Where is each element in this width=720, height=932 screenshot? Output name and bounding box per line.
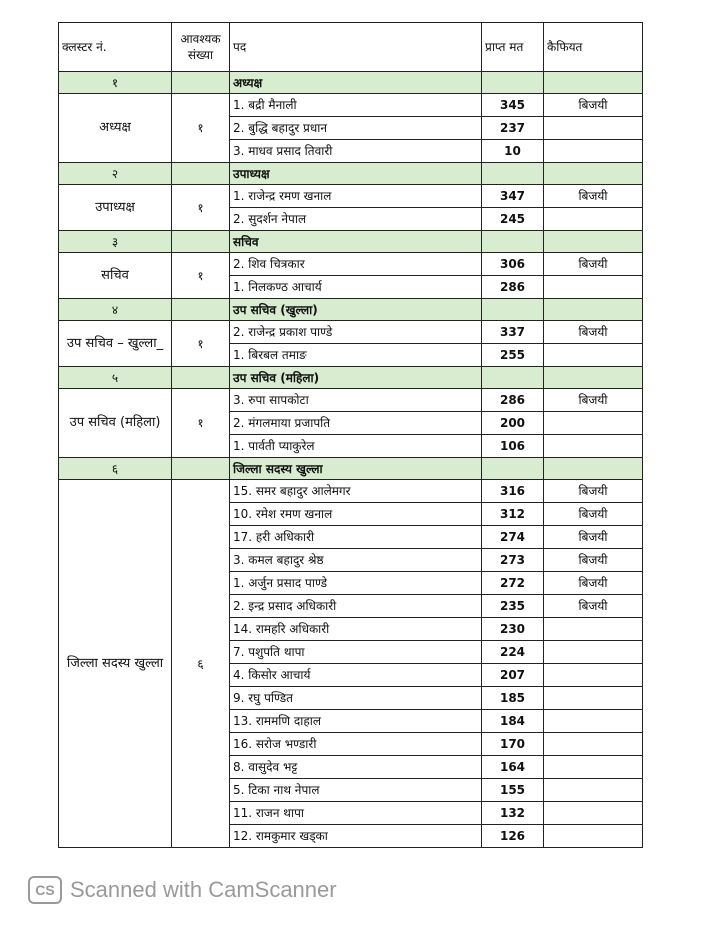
candidate-name: 16. सरोज भण्डारी [230,733,482,756]
cluster-required-empty [172,299,230,321]
cluster-votes-empty [482,458,544,480]
candidate-remark [544,412,643,435]
candidate-remark [544,756,643,779]
candidate-name: 1. बद्री मैनाली [230,94,482,117]
cluster-votes-empty [482,163,544,185]
candidate-remark [544,435,643,458]
candidate-remark [544,618,643,641]
candidate-votes: 286 [482,276,544,299]
candidate-name: 2. बुद्धि बहादुर प्रधान [230,117,482,140]
camscanner-logo-icon: CS [28,876,62,904]
candidate-remark: बिजयी [544,94,643,117]
candidate-remark: बिजयी [544,253,643,276]
required-count: १ [172,185,230,231]
candidate-remark [544,733,643,756]
cluster-row [59,231,643,253]
candidate-remark: बिजयी [544,389,643,412]
candidate-votes: 347 [482,185,544,208]
candidate-remark [544,687,643,710]
cluster-required-empty [172,163,230,185]
results-table [58,22,643,848]
cluster-remarks-empty [544,163,643,185]
candidate-name: 2. सुदर्शन नेपाल [230,208,482,231]
candidate-name: 7. पशुपति थापा [230,641,482,664]
candidate-remark [544,664,643,687]
candidate-votes: 164 [482,756,544,779]
post-label: अध्यक्ष [59,94,172,163]
cluster-number: ३ [59,231,172,253]
candidate-votes: 337 [482,321,544,344]
candidate-name: 2. इन्द्र प्रसाद अधिकारी [230,595,482,618]
required-count: ६ [172,480,230,848]
watermark-text: Scanned with CamScanner [70,877,337,902]
cluster-remarks-empty [544,367,643,389]
candidate-votes: 237 [482,117,544,140]
cluster-required-empty [172,458,230,480]
header-row [59,23,643,72]
header-post: पद [230,23,482,72]
cluster-remarks-empty [544,299,643,321]
candidate-remark [544,276,643,299]
cluster-required-empty [172,72,230,94]
candidate-remark [544,710,643,733]
candidate-votes: 273 [482,549,544,572]
cluster-post-title: उप सचिव (खुल्ला) [230,299,482,321]
cluster-votes-empty [482,72,544,94]
candidate-remark: बिजयी [544,595,643,618]
candidate-votes: 184 [482,710,544,733]
candidate-name: 1. राजेन्द्र रमण खनाल [230,185,482,208]
results-body [59,72,643,848]
candidate-name: 1. निलकण्ठ आचार्य [230,276,482,299]
candidate-name: 3. कमल बहादुर श्रेष्ठ [230,549,482,572]
cluster-votes-empty [482,367,544,389]
candidate-remark [544,802,643,825]
candidate-votes: 155 [482,779,544,802]
candidate-remark [544,140,643,163]
candidate-votes: 306 [482,253,544,276]
candidate-remark: बिजयी [544,526,643,549]
candidate-row [59,185,643,208]
candidate-row [59,480,643,503]
candidate-remark: बिजयी [544,321,643,344]
candidate-votes: 200 [482,412,544,435]
required-count: १ [172,94,230,163]
candidate-votes: 224 [482,641,544,664]
candidate-remark: बिजयी [544,549,643,572]
required-count: १ [172,321,230,367]
candidate-votes: 255 [482,344,544,367]
cluster-number: २ [59,163,172,185]
cluster-remarks-empty [544,72,643,94]
cluster-row [59,299,643,321]
candidate-name: 2. शिव चित्रकार [230,253,482,276]
candidate-votes: 274 [482,526,544,549]
candidate-votes: 286 [482,389,544,412]
cluster-row [59,367,643,389]
candidate-votes: 106 [482,435,544,458]
candidate-row [59,94,643,117]
candidate-name: 17. हरी अधिकारी [230,526,482,549]
candidate-name: 15. समर बहादुर आलेमगर [230,480,482,503]
candidate-name: 3. रुपा सापकोटा [230,389,482,412]
header-required: आवश्यक संख्या [172,23,230,72]
candidate-remark [544,825,643,848]
post-label: जिल्ला सदस्य खुल्ला [59,480,172,848]
header-cluster: क्लस्टर नं. [59,23,172,72]
candidate-remark [544,208,643,231]
candidate-remark: बिजयी [544,480,643,503]
candidate-votes: 132 [482,802,544,825]
candidate-name: 8. वासुदेव भट्ट [230,756,482,779]
post-label: उप सचिव (महिला) [59,389,172,458]
candidate-name: 1. अर्जुन प्रसाद पाण्डे [230,572,482,595]
cluster-post-title: उपाध्यक्ष [230,163,482,185]
cluster-remarks-empty [544,231,643,253]
candidate-votes: 207 [482,664,544,687]
cluster-post-title: सचिव [230,231,482,253]
cluster-row [59,72,643,94]
candidate-votes: 272 [482,572,544,595]
candidate-name: 4. किसोर आचार्य [230,664,482,687]
candidate-votes: 245 [482,208,544,231]
cluster-votes-empty [482,231,544,253]
cluster-required-empty [172,367,230,389]
candidate-votes: 170 [482,733,544,756]
candidate-name: 10. रमेश रमण खनाल [230,503,482,526]
candidate-name: 9. रघु पण्डित [230,687,482,710]
candidate-name: 14. रामहरि अधिकारी [230,618,482,641]
candidate-name: 1. बिरबल तमाङ [230,344,482,367]
candidate-votes: 10 [482,140,544,163]
candidate-votes: 235 [482,595,544,618]
candidate-row [59,321,643,344]
candidate-votes: 312 [482,503,544,526]
candidate-name: 11. राजन थापा [230,802,482,825]
candidate-row [59,389,643,412]
required-count: १ [172,253,230,299]
post-label: सचिव [59,253,172,299]
candidate-votes: 345 [482,94,544,117]
candidate-remark [544,641,643,664]
candidate-name: 13. राममणि दाहाल [230,710,482,733]
candidate-name: 1. पार्वती प्याकुरेल [230,435,482,458]
cluster-required-empty [172,231,230,253]
header-remarks: कैफियत [544,23,643,72]
cluster-row [59,163,643,185]
scanner-watermark [28,872,337,908]
cluster-remarks-empty [544,458,643,480]
post-label: उप सचिव – खुल्ला_ [59,321,172,367]
cluster-votes-empty [482,299,544,321]
cluster-number: ५ [59,367,172,389]
candidate-remark [544,779,643,802]
cluster-number: ६ [59,458,172,480]
candidate-remark [544,344,643,367]
cluster-number: १ [59,72,172,94]
cluster-post-title: उप सचिव (महिला) [230,367,482,389]
required-count: १ [172,389,230,458]
candidate-votes: 126 [482,825,544,848]
candidate-remark: बिजयी [544,185,643,208]
candidate-votes: 230 [482,618,544,641]
candidate-votes: 185 [482,687,544,710]
header-votes: प्राप्त मत [482,23,544,72]
post-label: उपाध्यक्ष [59,185,172,231]
candidate-name: 5. टिका नाथ नेपाल [230,779,482,802]
candidate-remark: बिजयी [544,572,643,595]
candidate-row [59,253,643,276]
candidate-name: 2. मंगलमाया प्रजापति [230,412,482,435]
cluster-post-title: अध्यक्ष [230,72,482,94]
candidate-name: 2. राजेन्द्र प्रकाश पाण्डे [230,321,482,344]
candidate-remark: बिजयी [544,503,643,526]
candidate-votes: 316 [482,480,544,503]
candidate-name: 3. माधव प्रसाद तिवारी [230,140,482,163]
cluster-number: ४ [59,299,172,321]
candidate-name: 12. रामकुमार खड्का [230,825,482,848]
candidate-remark [544,117,643,140]
cluster-post-title: जिल्ला सदस्य खुल्ला [230,458,482,480]
cluster-row [59,458,643,480]
